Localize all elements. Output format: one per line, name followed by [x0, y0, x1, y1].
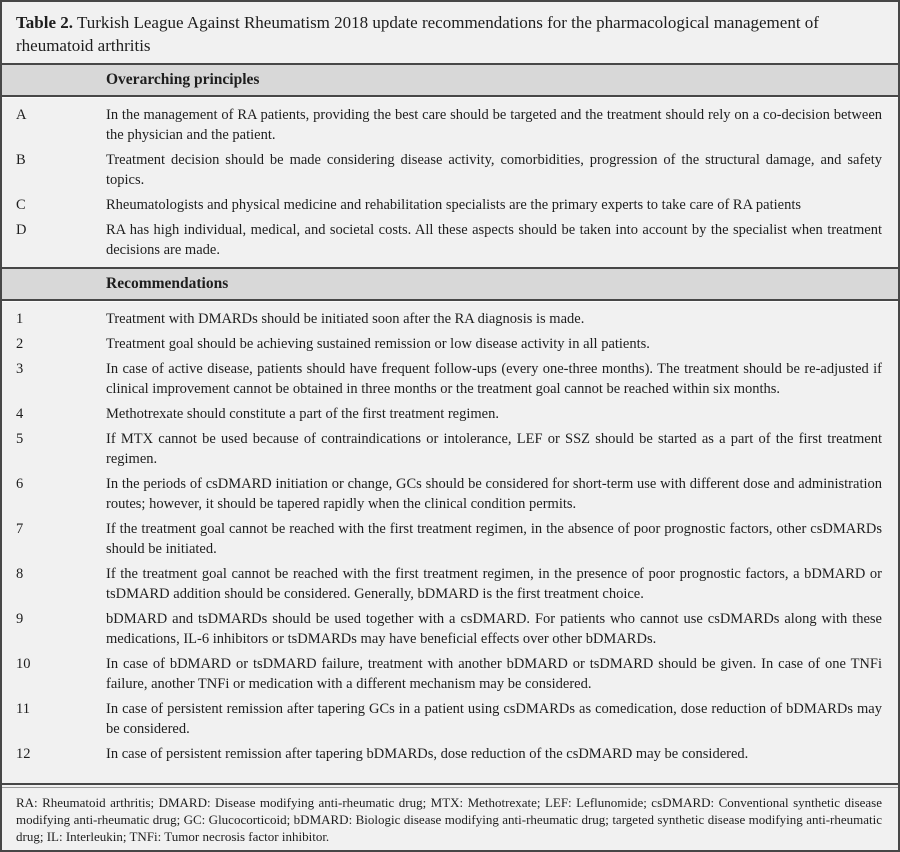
table-row: [16, 334, 882, 354]
section-header-label: Recommendations: [106, 275, 229, 292]
row-text: Methotrexate should constitute a part of the first treatment regimen.: [106, 406, 499, 422]
table-row: [16, 359, 882, 399]
table-row: [16, 699, 882, 739]
row-text: Rheumatologists and physical medicine and rehabilitation specialists are the primary experts to take care of RA patients: [106, 197, 801, 213]
row-label: 1: [16, 311, 24, 327]
row-label: 9: [16, 611, 24, 627]
table-row: [16, 744, 882, 764]
row-label: D: [16, 222, 27, 238]
table-row: [16, 404, 882, 424]
row-text: If the treatment goal cannot be reached with the first treatment regimen, in the presence of poor prognostic factors, a bDMARD or tsDMARD addition should be considered. Generally, bDMARD is the first treatment choice.: [106, 566, 882, 602]
section-header-label: Overarching principles: [106, 71, 260, 88]
table-row: [16, 429, 882, 469]
row-text: Treatment goal should be achieving sustained remission or low disease activity in all patients.: [106, 336, 650, 352]
row-label: 2: [16, 336, 24, 352]
row-label: 3: [16, 361, 24, 377]
row-label: 6: [16, 476, 24, 492]
section-header-overarching-principles: [2, 63, 898, 97]
row-label: A: [16, 107, 27, 123]
table-row: [16, 195, 882, 215]
row-text: In case of persistent remission after tapering GCs in a patient using csDMARDs as comedication, dose reduction of bDMARDs may be considered.: [106, 701, 882, 737]
table-caption: Turkish League Against Rheumatism 2018 update recommendations for the pharmacological management of rheumatoid arthritis: [16, 13, 819, 55]
row-text: In case of bDMARD or tsDMARD failure, treatment with another bDMARD or tsDMARD should be given. In case of one TNFi failure, another TNFi or medication with a different mechanism may be considered.: [106, 656, 882, 692]
footnote-block: [2, 783, 898, 850]
table-row: [16, 309, 882, 329]
row-text: Treatment with DMARDs should be initiated soon after the RA diagnosis is made.: [106, 311, 585, 327]
row-label: 11: [16, 701, 30, 717]
row-label: B: [16, 152, 26, 168]
row-text: If the treatment goal cannot be reached with the first treatment regimen, in the absence of poor prognostic factors, other csDMARDs should be initiated.: [106, 521, 882, 557]
row-text: In the management of RA patients, providing the best care should be targeted and the treatment should rely on a co-decision between the physician and the patient.: [106, 107, 882, 143]
row-text: If MTX cannot be used because of contraindications or intolerance, LEF or SSZ should be started as a part of the first treatment regimen.: [106, 431, 882, 467]
overarching-principles-rows: [2, 97, 898, 267]
table-row: [16, 474, 882, 514]
row-text: In case of persistent remission after tapering bDMARDs, dose reduction of the csDMARD may be considered.: [106, 746, 749, 762]
row-text: bDMARD and tsDMARDs should be used together with a csDMARD. For patients who cannot use csDMARDs along with these medications, IL-6 inhibitors or tsDMARDs may have beneficial effects over other bDMARDs.: [106, 611, 882, 647]
table-row: [16, 105, 882, 145]
row-label: 10: [16, 656, 31, 672]
table-row: [16, 220, 882, 260]
row-label: 5: [16, 431, 24, 447]
section-header-recommendations: [2, 267, 898, 301]
table-row: [16, 609, 882, 649]
table-number: Table 2.: [16, 13, 74, 32]
table-title: [2, 2, 898, 63]
footnote: RA: Rheumatoid arthritis; DMARD: Disease modifying anti-rheumatic drug; MTX: Methotrexate; LEF: Leflunomide; csDMARD: Conventional synthetic disease modifying anti-rheumatic drug; GC: Glucocorticoid; bDMARD: Biologic disease modifying anti-rheumatic drug; targeted synthetic disease modifying anti-rheumatic drug; IL: Interleukin; TNFi: Tumor necrosis factor inhibitor.: [16, 795, 882, 844]
row-label: 8: [16, 566, 24, 582]
row-label: 12: [16, 746, 31, 762]
recommendations-rows: [2, 301, 898, 771]
row-text: In case of active disease, patients should have frequent follow-ups (every one-three months). The treatment should be re-adjusted if clinical improvement cannot be obtained in three months or the treatment goal cannot be reached within six months.: [106, 361, 882, 397]
row-text: In the periods of csDMARD initiation or change, GCs should be considered for short-term use with different dose and administration routes; however, it should be tapered rapidly when the clinical condition permits.: [106, 476, 882, 512]
table-row: [16, 150, 882, 190]
row-label: 4: [16, 406, 24, 422]
row-label: C: [16, 197, 26, 213]
table-row: [16, 654, 882, 694]
row-text: Treatment decision should be made considering disease activity, comorbidities, progression of the structural damage, and safety topics.: [106, 152, 882, 188]
row-label: 7: [16, 521, 24, 537]
row-text: RA has high individual, medical, and societal costs. All these aspects should be taken into account by the specialist when treatment decisions are made.: [106, 222, 882, 258]
table-row: [16, 519, 882, 559]
table-row: [16, 564, 882, 604]
